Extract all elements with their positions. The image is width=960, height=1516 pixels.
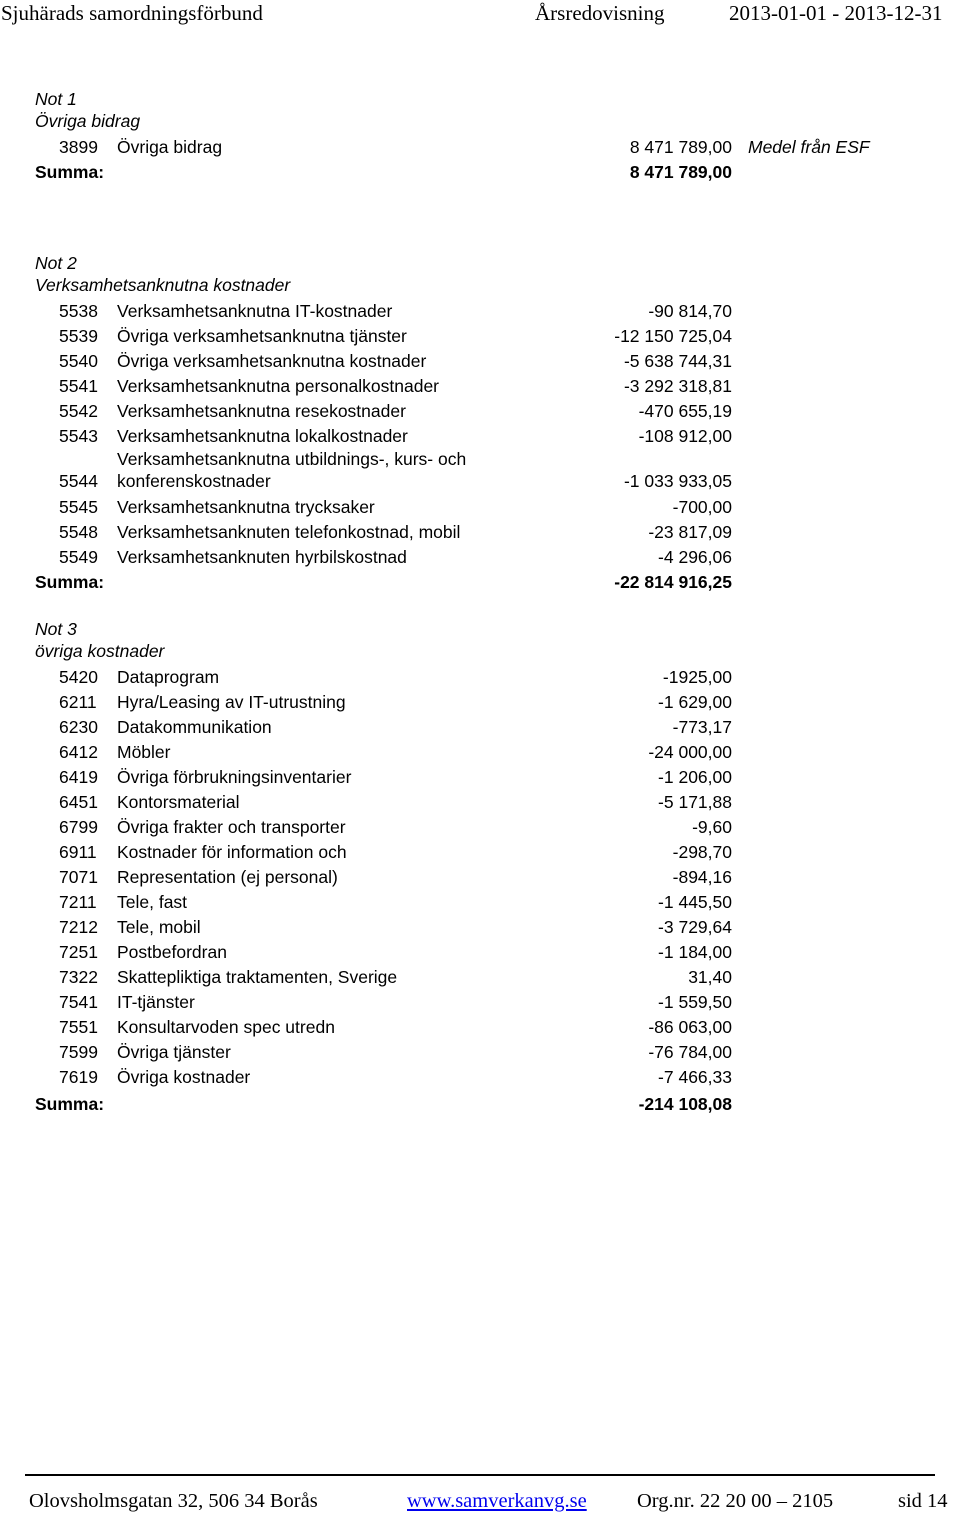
account-description: Dataprogram <box>117 667 220 687</box>
account-amount: -1 559,50 <box>658 992 732 1012</box>
table-row <box>0 400 960 422</box>
account-amount: -5 171,88 <box>658 792 732 812</box>
account-code: 7541 <box>59 992 98 1012</box>
account-description-line1: Verksamhetsanknutna utbildnings-, kurs- och <box>117 449 467 469</box>
account-description: Postbefordran <box>117 942 227 962</box>
table-row <box>0 1066 960 1088</box>
not3-title: Not 3 <box>35 619 77 639</box>
table-row <box>0 521 960 543</box>
table-row <box>0 766 960 788</box>
table-row-wrapped-first-line <box>0 448 960 470</box>
footer-org-number: Org.nr. 22 20 00 – 2105 <box>637 1490 834 1512</box>
account-description: IT-tjänster <box>117 992 195 1012</box>
account-description: Skattepliktiga traktamenten, Sverige <box>117 967 398 987</box>
account-description: Hyra/Leasing av IT-utrustning <box>117 692 346 712</box>
account-code: 7071 <box>59 867 98 887</box>
account-amount: -1 033 933,05 <box>623 471 732 491</box>
account-code: 5548 <box>59 522 98 542</box>
account-amount: -90 814,70 <box>648 301 732 321</box>
account-description: Övriga kostnader <box>117 1067 251 1087</box>
account-code: 3899 <box>59 137 98 157</box>
not3-subtitle: övriga kostnader <box>35 641 165 661</box>
account-code: 5549 <box>59 547 98 567</box>
account-description: Övriga bidrag <box>117 137 223 157</box>
account-amount: -1 445,50 <box>658 892 732 912</box>
account-amount: -9,60 <box>692 817 732 837</box>
table-row <box>0 546 960 568</box>
account-amount: -24 000,00 <box>648 742 732 762</box>
account-code: 7251 <box>59 942 98 962</box>
table-row <box>0 941 960 963</box>
account-code: 6412 <box>59 742 98 762</box>
not2-title: Not 2 <box>35 253 77 273</box>
header-organization: Sjuhärads samordningsförbund <box>1 1 263 25</box>
account-description: Verksamhetsanknutna lokalkostnader <box>117 426 408 446</box>
account-description: Övriga förbrukningsinventarier <box>117 767 352 787</box>
sum-label: Summa: <box>35 572 105 592</box>
account-description: Konsultarvoden spec utredn <box>117 1017 335 1037</box>
account-amount: -1 184,00 <box>658 942 732 962</box>
table-row <box>0 496 960 518</box>
sum-row <box>0 571 960 593</box>
account-amount: -23 817,09 <box>648 522 732 542</box>
account-amount: 8 471 789,00 <box>629 137 732 157</box>
account-amount: -298,70 <box>672 842 732 862</box>
account-amount: -3 292 318,81 <box>623 376 732 396</box>
not1-title: Not 1 <box>35 89 77 109</box>
account-code: 7211 <box>59 892 97 912</box>
table-row <box>0 716 960 738</box>
account-description: Verksamhetsanknutna resekostnader <box>117 401 406 421</box>
account-description: Verksamhetsanknuten hyrbilskostnad <box>117 547 407 567</box>
account-description: Övriga tjänster <box>117 1042 231 1062</box>
sum-value: -214 108,08 <box>638 1094 732 1114</box>
table-row <box>0 916 960 938</box>
table-row <box>0 375 960 397</box>
account-amount: -470 655,19 <box>638 401 732 421</box>
table-row <box>0 425 960 447</box>
table-row <box>0 741 960 763</box>
account-amount: -7 466,33 <box>658 1067 732 1087</box>
account-code: 5540 <box>59 351 98 371</box>
account-code: 5545 <box>59 497 98 517</box>
account-amount: -894,16 <box>672 867 732 887</box>
account-amount: -76 784,00 <box>648 1042 732 1062</box>
account-description: Tele, mobil <box>117 917 201 937</box>
account-code: 5538 <box>59 301 98 321</box>
sum-value: 8 471 789,00 <box>629 162 732 182</box>
account-amount: -108 912,00 <box>638 426 732 446</box>
footer-address: Olovsholmsgatan 32, 506 34 Borås <box>29 1490 318 1512</box>
table-row <box>0 136 960 158</box>
table-row <box>0 1016 960 1038</box>
account-description: Kontorsmaterial <box>117 792 240 812</box>
table-row <box>0 966 960 988</box>
sum-label: Summa: <box>35 1094 105 1114</box>
account-code: 7619 <box>59 1067 98 1087</box>
page-number: sid 14 <box>898 1490 948 1512</box>
table-row <box>0 816 960 838</box>
header-document-title: Årsredovisning <box>535 1 665 25</box>
not2-subtitle: Verksamhetsanknutna kostnader <box>35 275 291 295</box>
account-code: 7322 <box>59 967 98 987</box>
account-description-line2: konferenskostnader <box>117 471 271 491</box>
account-code: 6911 <box>59 842 97 862</box>
table-row <box>0 325 960 347</box>
account-description: Representation (ej personal) <box>117 867 338 887</box>
account-amount: -12 150 725,04 <box>614 326 732 346</box>
account-amount: -86 063,00 <box>648 1017 732 1037</box>
page-header <box>0 0 960 30</box>
account-code: 5539 <box>59 326 98 346</box>
account-code: 6211 <box>59 692 97 712</box>
table-row <box>0 350 960 372</box>
table-row <box>0 866 960 888</box>
account-description: Tele, fast <box>117 892 188 912</box>
sum-value: -22 814 916,25 <box>614 572 732 592</box>
footer-divider <box>25 1474 935 1476</box>
account-code: 5543 <box>59 426 98 446</box>
account-description: Verksamhetsanknutna IT-kostnader <box>117 301 393 321</box>
account-code: 6230 <box>59 717 98 737</box>
table-row <box>0 300 960 322</box>
account-amount: -700,00 <box>672 497 732 517</box>
account-code: 7212 <box>59 917 98 937</box>
table-row <box>0 791 960 813</box>
table-row <box>0 470 960 492</box>
header-period: 2013-01-01 - 2013-12-31 <box>729 1 943 25</box>
sum-row <box>0 161 960 183</box>
account-code: 7551 <box>59 1017 98 1037</box>
account-code: 5544 <box>59 471 98 491</box>
account-amount: -1 629,00 <box>658 692 732 712</box>
account-description: Övriga verksamhetsanknutna kostnader <box>117 351 427 371</box>
account-description: Möbler <box>117 742 171 762</box>
account-amount: -5 638 744,31 <box>623 351 732 371</box>
account-amount: -4 296,06 <box>658 547 732 567</box>
account-description: Verksamhetsanknutna trycksaker <box>117 497 375 517</box>
account-amount: -1 206,00 <box>658 767 732 787</box>
account-code: 6419 <box>59 767 98 787</box>
table-row <box>0 841 960 863</box>
sum-label: Summa: <box>35 162 105 182</box>
table-row <box>0 666 960 688</box>
sum-row <box>0 1093 960 1115</box>
account-description: Verksamhetsanknutna personalkostnader <box>117 376 440 396</box>
account-description: Datakommunikation <box>117 717 272 737</box>
account-code: 5541 <box>59 376 98 396</box>
account-amount: -3 729,64 <box>658 917 732 937</box>
account-amount: -1925,00 <box>662 667 732 687</box>
account-description: Kostnader för information och <box>117 842 347 862</box>
account-code: 7599 <box>59 1042 98 1062</box>
account-amount: -773,17 <box>672 717 732 737</box>
table-row <box>0 1041 960 1063</box>
account-description: Övriga verksamhetsanknutna tjänster <box>117 326 407 346</box>
account-code: 6451 <box>59 792 98 812</box>
table-row <box>0 691 960 713</box>
account-amount: 31,40 <box>688 967 732 987</box>
footer-website-link[interactable]: www.samverkanvg.se <box>407 1490 587 1512</box>
account-description: Verksamhetsanknuten telefonkostnad, mobil <box>117 522 461 542</box>
not1-subtitle: Övriga bidrag <box>35 111 141 131</box>
account-code: 5542 <box>59 401 98 421</box>
account-code: 5420 <box>59 667 98 687</box>
account-code: 6799 <box>59 817 98 837</box>
row-comment: Medel från ESF <box>748 137 870 157</box>
table-row <box>0 991 960 1013</box>
table-row <box>0 891 960 913</box>
account-description: Övriga frakter och transporter <box>117 817 346 837</box>
